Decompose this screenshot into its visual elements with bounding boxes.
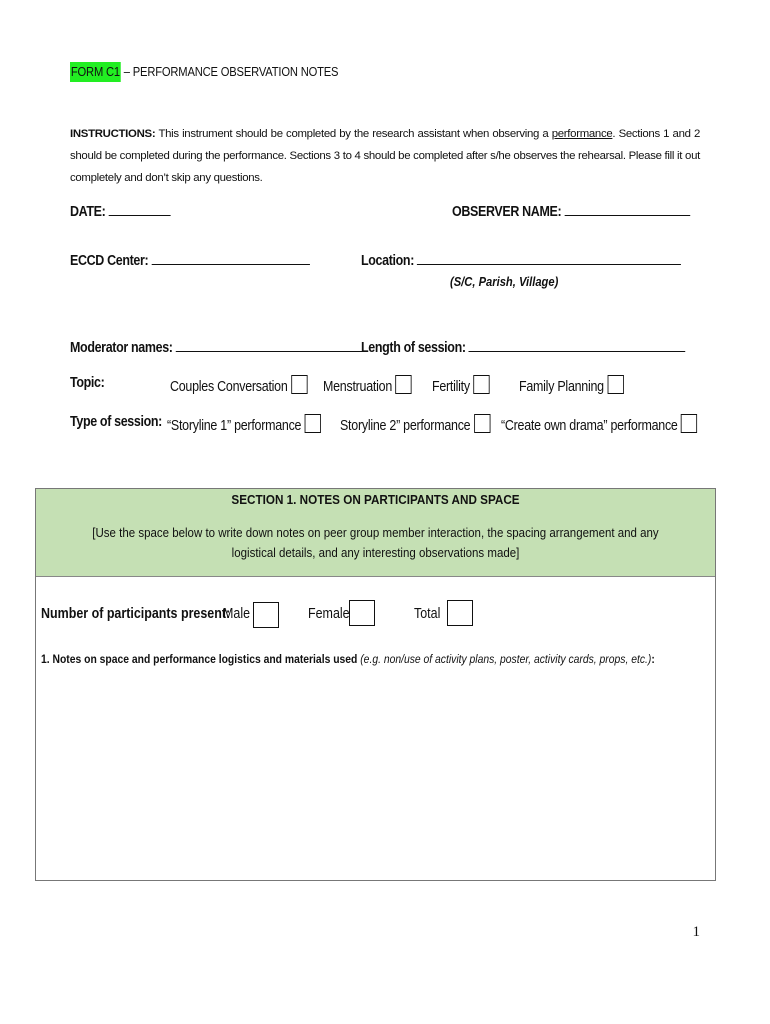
session-type-option (167, 414, 321, 434)
topic-menstruation-checkbox[interactable] (395, 375, 411, 394)
male-count-box[interactable] (253, 602, 279, 628)
instructions-text-1: This instrument should be completed by the research assistant when observing a (155, 128, 552, 140)
section-1-header (36, 489, 715, 577)
total-count-box[interactable] (447, 600, 473, 626)
female-label: Female (308, 606, 350, 622)
instructions-lead: INSTRUCTIONS: (70, 128, 156, 140)
center-field (70, 250, 310, 269)
observer-line[interactable] (564, 201, 690, 216)
female-count-box[interactable] (349, 600, 375, 626)
topic-option (170, 375, 307, 395)
length-field (361, 337, 686, 356)
session-own-drama-label: “Create own drama” performance (501, 418, 678, 434)
location-hint: (S/C, Parish, Village) (450, 274, 559, 289)
instructions (70, 123, 700, 189)
length-label: Length of session: (361, 340, 466, 356)
topic-family-planning-checkbox[interactable] (607, 375, 623, 394)
notes-question (41, 654, 655, 666)
participants-label: Number of participants present: (41, 606, 231, 622)
location-line[interactable] (417, 250, 681, 265)
topic-family-planning-label: Family Planning (519, 379, 604, 395)
session-storyline2-checkbox[interactable] (474, 414, 490, 433)
topic-option (519, 375, 624, 395)
session-type-option (340, 414, 490, 434)
form-title (70, 64, 338, 79)
notes-question-bold: 1. Notes on space and performance logistics and materials used (41, 654, 358, 666)
observer-field (452, 201, 690, 220)
session-own-drama-checkbox[interactable] (681, 414, 697, 433)
location-label: Location: (361, 253, 415, 269)
date-label: DATE: (70, 204, 106, 220)
notes-question-end: : (651, 654, 655, 666)
moderator-label: Moderator names: (70, 340, 173, 356)
date-line[interactable] (109, 201, 171, 216)
center-line[interactable] (151, 250, 309, 265)
date-field (70, 201, 171, 220)
type-label: Type of session: (70, 414, 162, 430)
session-storyline1-checkbox[interactable] (305, 414, 321, 433)
form-title-text: – PERFORMANCE OBSERVATION NOTES (120, 64, 339, 79)
male-label: Male (223, 606, 251, 622)
topic-fertility-checkbox[interactable] (473, 375, 489, 394)
session-storyline1-label: “Storyline 1” performance (167, 418, 302, 434)
topic-label: Topic: (70, 375, 105, 391)
notes-question-italic: (e.g. non/use of activity plans, poster, activity cards, props, etc.) (357, 654, 652, 666)
instructions-underlined: performance (551, 128, 613, 140)
length-line[interactable] (469, 337, 686, 352)
total-label: Total (414, 606, 441, 622)
location-field (361, 250, 681, 269)
topic-menstruation-label: Menstruation (323, 379, 393, 395)
topic-couples-label: Couples Conversation (170, 379, 288, 395)
instructions-text-2: . Sections 1 and 2 should be completed during the performance. Sections 3 to 4 should be completed after s/he observes the rehearsal. Please fill it out completely and don’t skip any questions. (70, 128, 700, 184)
topic-option (323, 375, 412, 395)
topic-option (432, 375, 490, 395)
page-number: 1 (692, 924, 700, 940)
session-type-option (501, 414, 697, 434)
section-1-description: [Use the space below to write down notes on peer group member interaction, the spacing arrangement and any logistical details, and any interesting observations made] (92, 526, 659, 560)
notes-answer-area[interactable] (41, 679, 709, 874)
section-1-title: SECTION 1. NOTES ON PARTICIPANTS AND SPACE (231, 492, 520, 507)
moderator-field (70, 337, 365, 356)
session-storyline2-label: Storyline 2” performance (340, 418, 471, 434)
topic-fertility-label: Fertility (432, 379, 470, 395)
section-1 (35, 488, 716, 881)
observer-label: OBSERVER NAME: (452, 204, 562, 220)
form-code: FORM C1 (70, 62, 121, 82)
moderator-line[interactable] (176, 337, 365, 352)
center-label: ECCD Center: (70, 253, 149, 269)
topic-couples-checkbox[interactable] (291, 375, 307, 394)
